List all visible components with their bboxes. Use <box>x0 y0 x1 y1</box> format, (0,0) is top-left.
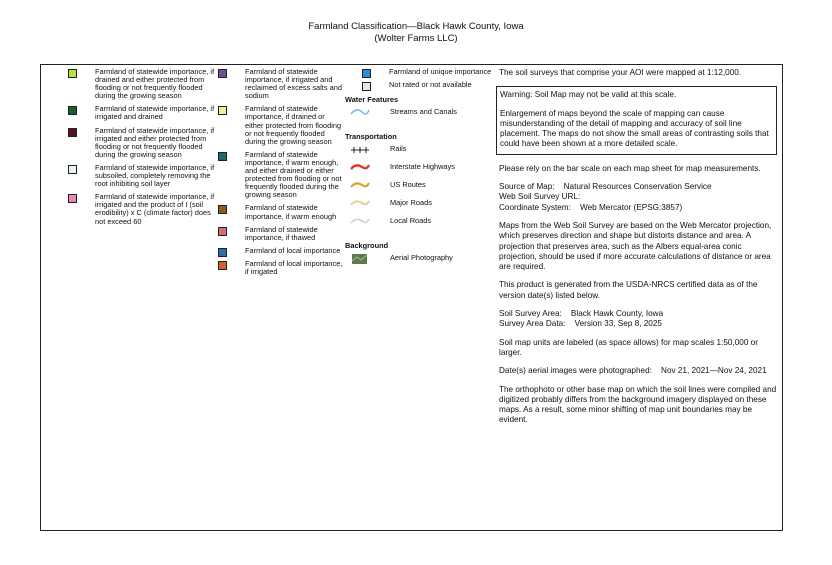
enlargement-note: Enlargement of maps beyond the scale of mapping can cause misunderstanding of the detail of mapping and accuracy of soil line placement. The maps do not show the small areas of contrasting soils that could have been shown at a more detailed scale. <box>500 108 769 149</box>
coordinate-label: Coordinate System: <box>499 202 571 212</box>
legend-item <box>361 81 495 89</box>
legend-line-item <box>345 254 495 272</box>
legend-swatch <box>218 227 227 236</box>
legend-swatch <box>218 205 227 214</box>
legend-swatch <box>218 152 227 161</box>
scale-warning-box <box>496 86 777 154</box>
legend-swatch <box>68 128 77 137</box>
legend-label: Farmland of statewide importance, if warm enough, and either drained or either protected from flooding or not frequently flooded during the growing season <box>245 149 342 200</box>
page-title <box>0 21 832 45</box>
legend-swatch <box>218 248 227 257</box>
legend-item <box>67 164 217 188</box>
legend-line-item <box>345 108 495 126</box>
certified-data-note: This product is generated from the USDA-NRCS certified data as of the version date(s) listed below. <box>499 280 758 300</box>
survey-area-block <box>499 309 777 330</box>
legend-column-2 <box>217 68 343 281</box>
legend-swatch <box>218 69 227 78</box>
water-features-heading: Water Features <box>345 95 399 105</box>
rail-line-icon <box>349 143 371 155</box>
legend-swatch <box>362 69 371 78</box>
legend-item <box>217 151 343 200</box>
legend-swatch <box>218 106 227 115</box>
legend-label: Farmland of statewide importance, if irrigated and drained <box>95 104 215 122</box>
bar-scale-note: Please rely on the bar scale on each map sheet for map measurements. <box>499 163 761 173</box>
legend-label: Rails <box>390 144 407 154</box>
legend-label: Farmland of unique importance <box>389 67 492 76</box>
title-line-1: Farmland Classification—Black Hawk County, Iowa <box>308 21 524 32</box>
legend-label: Major Roads <box>390 198 432 208</box>
legend-item <box>67 68 217 100</box>
major-road-line-icon <box>349 197 371 209</box>
legend-label: Farmland of statewide importance, if drained and either protected from flooding or not frequently flooded during the growing season <box>95 67 215 101</box>
legend-label: Streams and Canals <box>390 107 457 117</box>
map-information-column <box>499 68 777 434</box>
legend-label: Farmland of statewide importance, if warm enough <box>245 203 337 221</box>
legend-item <box>67 193 217 225</box>
legend-label: Farmland of statewide importance, if subsoiled, completely removing the root inhibiting soil layer <box>95 162 215 189</box>
projection-note: Maps from the Web Soil Survey are based on the Web Mercator projection, which preserves direction and shape but distorts distance and area. A projection that preserves area, such as the Albers equal-area conic projection, should be used if more accurate calculations of distance or area are required. <box>499 220 772 272</box>
legend-label: Farmland of local importance, if irrigated <box>245 258 343 276</box>
legend-label: Farmland of statewide importance, if irrigated and reclaimed of excess salts and sodium <box>245 67 342 101</box>
legend-item <box>217 260 343 276</box>
mapping-scale-note: The soil surveys that comprise your AOI were mapped at 1:12,000. <box>499 68 742 77</box>
legend-swatch <box>362 82 371 91</box>
title-line-2: (Wolter Farms LLC) <box>374 33 458 44</box>
legend-item <box>217 68 343 100</box>
legend-line-item <box>345 217 495 235</box>
legend-label: Farmland of local importance <box>245 245 341 255</box>
legend-label: Farmland of statewide importance, if irrigated and the product of I (soil erodibility) x C (climate factor) does not exceed 60 <box>95 192 215 226</box>
legend-label: Farmland of statewide importance, if irrigated and either protected from flooding or not frequently flooded during the growing season <box>95 125 215 159</box>
interstate-line-icon <box>349 161 371 173</box>
aerial-dates <box>499 366 777 376</box>
us-route-line-icon <box>349 179 371 191</box>
scale-warning: Warning: Soil Map may not be valid at this scale. <box>500 90 677 100</box>
url-label: Web Soil Survey URL: <box>499 192 581 202</box>
legend-label: Local Roads <box>390 216 432 226</box>
legend-item <box>67 105 217 121</box>
legend-swatch <box>68 106 77 115</box>
survey-area-label: Soil Survey Area: <box>499 309 562 319</box>
legend-label: US Routes <box>390 180 426 190</box>
legend-swatch <box>68 69 77 78</box>
survey-area-value: Black Hawk County, Iowa <box>570 309 664 319</box>
survey-data-value: Version 33, Sep 8, 2025 <box>574 319 662 329</box>
legend-item <box>361 68 495 76</box>
legend-column-3 <box>345 68 495 272</box>
legend-label: Farmland of statewide importance, if drained or either protected from flooding or not frequently flooded during the growing season <box>245 104 342 146</box>
local-road-line-icon <box>349 215 371 227</box>
aerial-dates-value: Nov 21, 2021—Nov 24, 2021 <box>661 366 767 376</box>
background-heading: Background <box>345 241 389 251</box>
legend-label: Interstate Highways <box>390 162 455 172</box>
aerial-dates-label: Date(s) aerial images were photographed: <box>499 366 652 376</box>
legend-frame <box>40 64 783 531</box>
stream-line-icon <box>349 106 371 118</box>
legend-label: Aerial Photography <box>390 253 453 263</box>
legend-column-1 <box>67 68 217 231</box>
legend-swatch <box>68 194 77 203</box>
legend-swatch <box>218 261 227 270</box>
aerial-photo-icon <box>349 252 371 266</box>
orthophoto-note: The orthophoto or other base map on which the soil lines were compiled and digitized probably differs from the background imagery displayed on these maps. As a result, some minor shifting of map unit boundaries may be evident. <box>499 384 777 425</box>
source-block <box>499 182 777 213</box>
legend-item <box>67 127 217 159</box>
legend-label: Farmland of statewide importance, if thawed <box>245 224 318 242</box>
source-value: Natural Resources Conservation Service <box>563 182 712 192</box>
legend-label: Not rated or not available <box>389 80 472 90</box>
transportation-heading: Transportation <box>345 132 397 142</box>
coordinate-value: Web Mercator (EPSG:3857) <box>580 202 683 212</box>
legend-item <box>217 247 343 255</box>
survey-data-label: Survey Area Data: <box>499 319 566 329</box>
source-label: Source of Map: <box>499 182 555 192</box>
legend-item <box>217 105 343 145</box>
label-scale-note: Soil map units are labeled (as space allows) for map scales 1:50,000 or larger. <box>499 337 758 357</box>
legend-item <box>217 226 343 242</box>
legend-item <box>217 204 343 220</box>
legend-swatch <box>68 165 77 174</box>
